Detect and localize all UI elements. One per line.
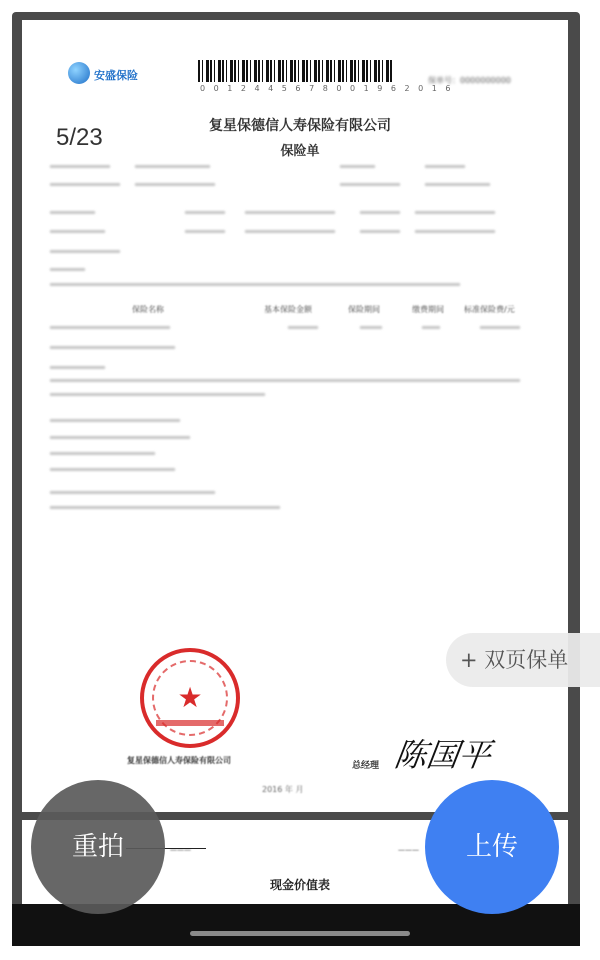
barcode-number: 0 0 1 2 4 4 5 6 7 8 0 0 1 9 6 2 0 1 6 xyxy=(200,84,454,93)
insurer-logo xyxy=(68,62,164,84)
table-header-term: 保险期间 xyxy=(348,305,380,314)
upload-button[interactable]: 上传 xyxy=(425,780,559,914)
table-header-premium: 标准保险费/元 xyxy=(464,305,515,314)
policy-number: 保单号：0000000000 xyxy=(428,76,511,85)
signer-label: 总经理 xyxy=(352,761,380,771)
table-header-name: 保险名称 xyxy=(132,305,164,314)
retake-button[interactable]: 重拍 xyxy=(31,780,165,914)
next-page-title: 现金价值表 xyxy=(269,878,330,892)
signature: 陈国平 xyxy=(392,736,494,774)
table-header-payment: 缴费期间 xyxy=(412,305,444,314)
barcode xyxy=(198,60,394,82)
next-page-text-right: ——— xyxy=(398,846,419,854)
company-seal xyxy=(140,648,240,748)
star-icon: ★ xyxy=(177,681,203,714)
footer-company: 复星保德信人寿保险有限公司 xyxy=(127,756,231,765)
next-page-text: ——— xyxy=(170,846,191,854)
document-page xyxy=(22,20,568,812)
table-header-amount: 基本保险金额 xyxy=(264,305,312,314)
logo-text: 安盛保险 xyxy=(94,69,138,82)
page-counter: 5/23 xyxy=(56,124,103,151)
footer-date: 2016 年 月 xyxy=(262,785,304,794)
add-double-page-button[interactable]: + 双页保单 xyxy=(446,633,600,687)
document-company: 复星保德信人寿保险有限公司 xyxy=(209,118,391,134)
home-indicator xyxy=(190,931,410,936)
logo-icon xyxy=(68,62,90,84)
document-title: 保险单 xyxy=(280,144,320,159)
